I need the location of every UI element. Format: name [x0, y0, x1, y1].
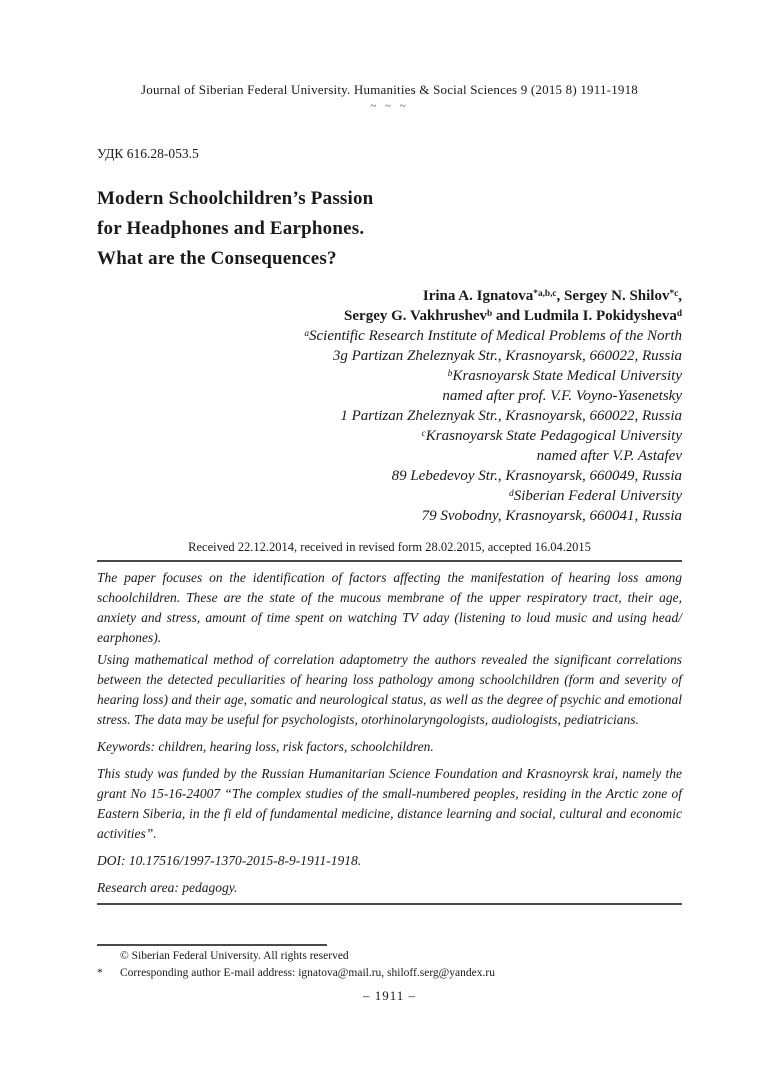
affiliation-line: $^c$Krasnoyarsk State Pedagogical University	[421, 428, 682, 444]
corresponding-author-line	[97, 965, 682, 982]
author-line: Sergey G. Vakhrushev$^b$ and Ludmila I. Pokidysheva$^d$	[344, 308, 682, 324]
affiliation-line: 89 Lebedevoy Str., Krasnoyarsk, 660049, Russia	[391, 468, 682, 484]
udc-code: УДК 616.28-053.5	[97, 146, 199, 161]
abstract-paragraph: The paper focuses on the identification of factors affecting the manifestation of hearing loss among schoolchildren. These are the state of the mucous membrane of the upper respiratory tract, their age, anxiety and stress, amount of time spent on watching TV aday (listening to loud music and using head/ earphones).	[97, 570, 682, 645]
received-dates-line: Received 22.12.2014, received in revised form 28.02.2015, accepted 16.04.2015	[188, 540, 591, 554]
footnote-block	[97, 944, 682, 982]
title-line: for Headphones and Earphones.	[97, 218, 365, 239]
title-line: Modern Schoolchildren’s Passion	[97, 188, 374, 209]
author-line: Irina A. Ignatova$^{*a,b,c}$, Sergey N. Shilov$^{*c}$,	[422, 288, 682, 304]
affiliation-line: 1 Partizan Zheleznyak Str., Krasnoyarsk, 660022, Russia	[340, 408, 682, 424]
article-title	[97, 184, 682, 274]
funding-paragraph: This study was funded by the Russian Humanitarian Science Foundation and Krasnoyrsk krai, namely the grant No 15-16-24007 “The complex studies of the small-numbered peoples, residing in the Arctic zone of Eastern Siberia, in the fi eld of fundamental medicine, distance learning and social, cultural and economic activities”.	[97, 766, 682, 841]
footnote-rule	[97, 944, 327, 946]
affiliation-line: $^d$Siberian Federal University	[509, 488, 682, 504]
title-line: What are the Consequences?	[97, 248, 337, 269]
doi-line: DOI: 10.17516/1997-1370-2015-8-9-1911-1918.	[97, 853, 362, 868]
authors-block	[97, 286, 682, 326]
footnote-asterisk: *	[97, 967, 103, 979]
affiliation-line: 3g Partizan Zheleznyak Str., Krasnoyarsk, 660022, Russia	[332, 348, 682, 364]
divider-bottom	[97, 903, 682, 905]
affiliation-line: named after V.P. Astafev	[536, 448, 682, 464]
affiliation-line: named after prof. V.F. Voyno-Yasenetsky	[442, 388, 682, 404]
tilde-separator: ~ ~ ~	[370, 100, 409, 112]
keywords-line: Keywords: children, hearing loss, risk factors, schoolchildren.	[97, 739, 434, 754]
affiliation-line: $^a$Scientific Research Institute of Medical Problems of the North	[304, 328, 682, 344]
affiliations-block	[97, 326, 682, 526]
abstract-block	[97, 568, 682, 730]
affiliation-line: $^b$Krasnoyarsk State Medical University	[447, 368, 682, 384]
corresponding-author-text: Corresponding author E-mail address: ignatova@mail.ru, shiloff.serg@yandex.ru	[120, 967, 495, 979]
journal-header: Journal of Siberian Federal University. Humanities & Social Sciences 9 (2015 8) 1911-1918	[140, 82, 639, 97]
abstract-paragraph: Using mathematical method of correlation adaptometry the authors revealed the significant correlations between the detected peculiarities of hearing loss pathology among schoolchildren (form and severity of hearing loss) and their age, somatic and neurological status, as well as the degree of psychic and emotional stress. The data may be useful for psychologists, otorhinolaryngologists, audiologists, pediatricians.	[97, 652, 682, 727]
research-area-line: Research area: pedagogy.	[97, 880, 238, 895]
divider-top	[97, 560, 682, 562]
page-number: – 1911 –	[362, 988, 417, 1003]
affiliation-line: 79 Svobodny, Krasnoyarsk, 660041, Russia	[421, 508, 682, 524]
copyright-line: © Siberian Federal University. All rights reserved	[120, 950, 349, 962]
